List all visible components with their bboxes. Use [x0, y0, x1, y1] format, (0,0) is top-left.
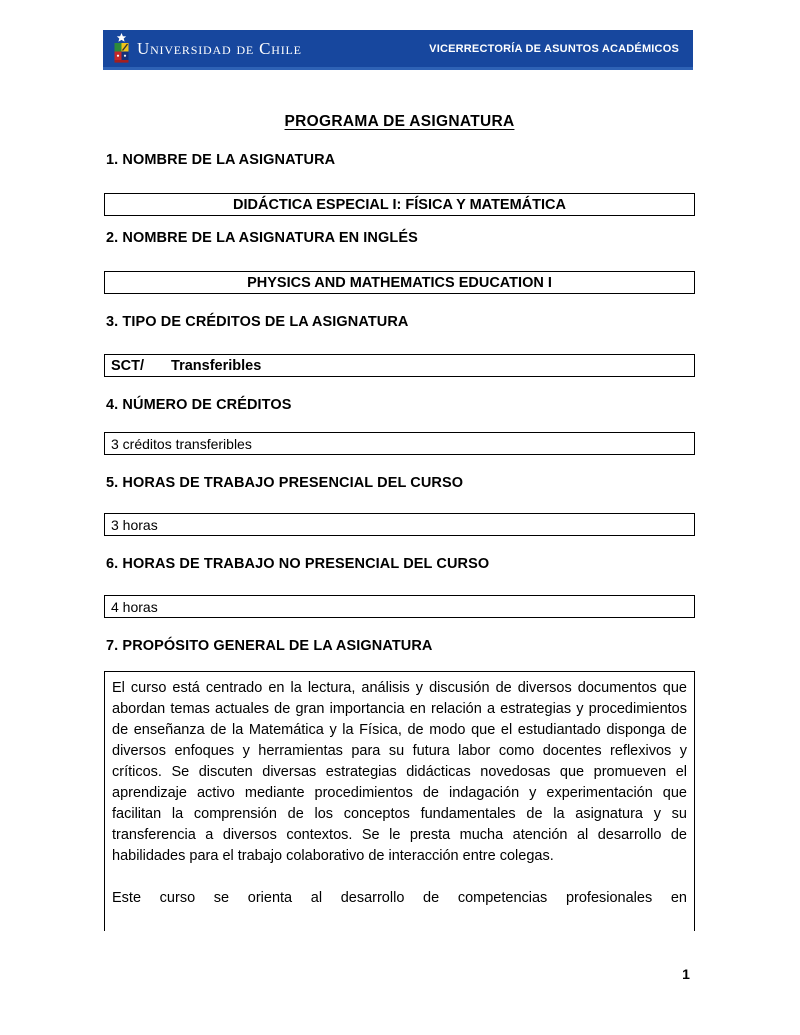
credit-type-value: Transferibles — [171, 357, 262, 374]
credit-type-prefix: SCT/ — [111, 357, 145, 374]
university-crest-icon — [112, 32, 130, 66]
non-presential-hours-value: 4 horas — [111, 598, 158, 615]
section-1-value-box — [104, 193, 695, 216]
purpose-paragraph-2: Este curso se orienta al desarrollo de competencias profesionales en — [112, 890, 687, 906]
section-4-value-box — [104, 432, 695, 455]
section-6-value-box — [104, 595, 695, 618]
purpose-paragraph-1: El curso está centrado en la lectura, análisis y discusión de diversos documentos que abordan temas actuales de gran importancia en relación a estrategias y procedimientos de enseñanza de la Matemática y la Física, de modo que el estudiantado disponga de diversos enfoques y herramientas para su futura labor como docentes reflexivos y críticos. Se discuten diversas estrategias didácticas novedosas que promueven el aprendizaje activo mediante procedimientos de indagación y experimentación que facilitan la comprensión de los conceptos fundamentales de la asignatura y su transferencia a diversos contextos. Se le presta mucha atención al desarrollo de habilidades para el trabajo colaborativo de interacción entre colegas. — [112, 680, 687, 864]
university-brand-text: Universidad de Chile — [137, 38, 302, 58]
section-5-value-box — [104, 513, 695, 536]
credit-count-value: 3 créditos transferibles — [111, 435, 252, 452]
page-number: 1 — [682, 966, 690, 982]
course-name-en: PHYSICS AND MATHEMATICS EDUCATION I — [247, 274, 552, 291]
section-1-heading: 1. NOMBRE DE LA ASIGNATURA — [106, 152, 336, 168]
presential-hours-value: 3 horas — [111, 516, 158, 533]
section-4-heading: 4. NÚMERO DE CRÉDITOS — [106, 397, 292, 413]
section-7-heading: 7. PROPÓSITO GENERAL DE LA ASIGNATURA — [106, 638, 433, 654]
section-7-purpose-box — [104, 671, 695, 931]
section-3-heading: 3. TIPO DE CRÉDITOS DE LA ASIGNATURA — [106, 314, 409, 330]
section-2-heading: 2. NOMBRE DE LA ASIGNATURA EN INGLÉS — [106, 230, 418, 246]
section-3-value-box — [104, 354, 695, 377]
header-band — [103, 30, 693, 70]
section-6-heading: 6. HORAS DE TRABAJO NO PRESENCIAL DEL CURSO — [106, 556, 490, 572]
page-title: PROGRAMA DE ASIGNATURA — [284, 113, 515, 130]
section-2-value-box — [104, 271, 695, 294]
course-name-es: DIDÁCTICA ESPECIAL I: FÍSICA Y MATEMÁTICA — [233, 196, 566, 213]
section-5-heading: 5. HORAS DE TRABAJO PRESENCIAL DEL CURSO — [106, 475, 464, 491]
division-text: VICERRECTORÍA DE ASUNTOS ACADÉMICOS — [429, 42, 679, 55]
